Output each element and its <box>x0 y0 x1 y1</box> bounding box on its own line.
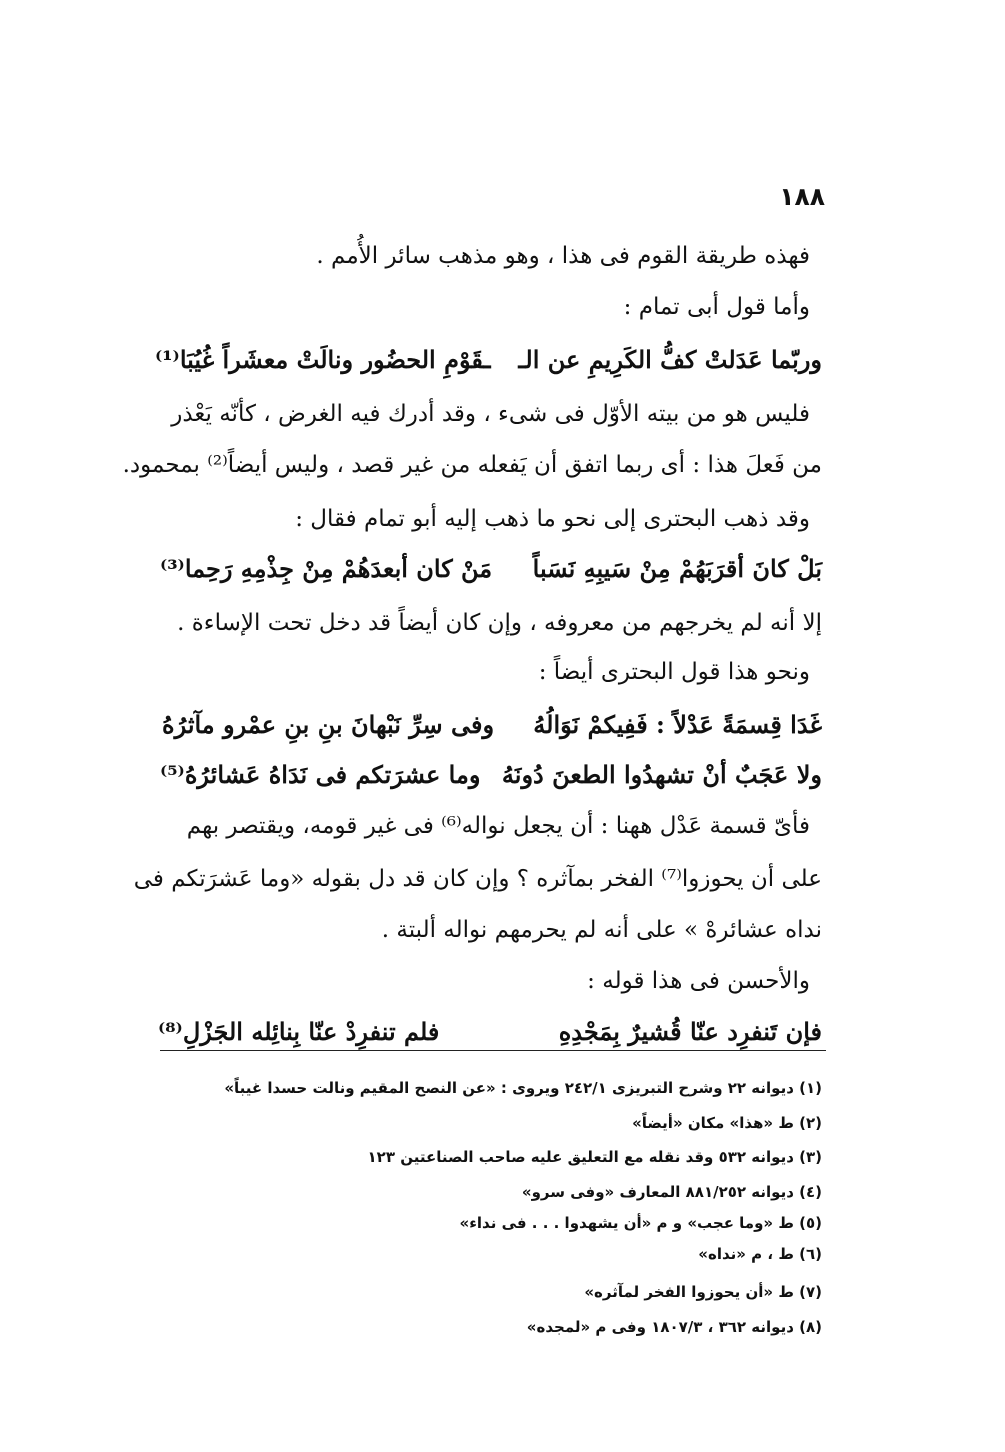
footnote: (٣) ديوانه ٥٣٢ وقد نقله مع التعليق عليه صاحب الصناعتين ١٢٣ <box>367 1148 822 1166</box>
text-line: إلا أنه لم يخرجهم من معروفه ، وإن كان أيضاً قد دخل تحت الإساءة . <box>177 610 822 636</box>
text-line: وأما قول أبى تمام : <box>623 294 810 320</box>
footnote: (٧) ط «أن يحوزوا الفخر لمآثره» <box>584 1283 822 1301</box>
footnote: (١) ديوانه ٢٢ وشرح التبريزى ٢٤٢/١ ويروى : «عن النصح المقيم ونالت حسدا غيباً» <box>224 1079 822 1097</box>
verse-first-hemistich: بَلْ كانَ أقرَبَهُمْ مِنْ سَيبِهِ نَسَباً <box>532 554 822 583</box>
footnote: (٢) ط «هذا» مكان «أيضاً» <box>632 1114 822 1132</box>
footnote: (٤) ديوانه ٨٨١/٢٥٢ المعارف «وفى سرو» <box>521 1183 822 1201</box>
verse-first-hemistich: فإن تَنفرِد عنّا قُشيرٌ بِمَجْدِهِ <box>558 1017 822 1046</box>
footnote-divider <box>160 1050 826 1051</box>
text-line: وقد ذهب البحترى إلى نحو ما ذهب إليه أبو تمام فقال : <box>295 506 810 532</box>
verse-second-hemistich: وفى سِرِّ نَبْهانَ بنِ بنِ عمْرو مآثرُهُ <box>162 710 495 739</box>
footnote: (٥) ط «وما عجب» و م «أن يشهدوا . . . فى نداء» <box>459 1214 822 1232</box>
text-line: من فَعلَ هذا : أى ربما اتفق أن يَفعله من غير قصد ، وليس أيضاً⁽²⁾ بمحمود. <box>122 452 822 478</box>
footnote: (٨) ديوانه ٣٦٢ ، ١٨٠٧/٣ وفى م «لمجده» <box>526 1318 822 1336</box>
verse-second-hemistich: فلم تنفرِدْ عنّا بِنائِله الجَزْلِ⁽⁸⁾ <box>158 1017 440 1046</box>
verse-second-hemistich: ـقَوْمِ الحضُور ونالَتْ معشَراً غُيُبَا⁽¹⁾ <box>155 345 491 374</box>
page-number: ١٨٨ <box>779 182 825 211</box>
verse-first-hemistich: وربّما عَدَلتْ كفُّ الكَرِيمِ عن الـ <box>518 345 822 374</box>
text-line: فهذه طريقة القوم فى هذا ، وهو مذهب سائر الأُمم . <box>316 243 810 269</box>
text-line: نداه عشائرهْ » على أنه لم يحرمهم نواله ألبتة . <box>381 917 822 943</box>
verse-second-hemistich: وما عشرَتكم فى نَدَاهُ عَشائرُهُ⁽⁵⁾ <box>160 760 481 789</box>
text-line: فليس هو من بيته الأوّل فى شىء ، وقد أدرك فيه الغرض ، كأنّه يَعْذر <box>171 401 810 427</box>
verse-first-hemistich: غَدَا قِسمَةً عَدْلاً : فَفِيكمْ نَوَالُهُ <box>533 710 822 739</box>
footnote: (٦) ط ، م «نداه» <box>698 1245 822 1263</box>
text-line: ونحو هذا قول البحترى أيضاً : <box>538 659 810 685</box>
text-line: والأحسن فى هذا قوله : <box>587 968 810 994</box>
text-line: على أن يحوزوا⁽⁷⁾ الفخر بمآثره ؟ وإن كان قد دل بقوله «وما عَشرَتكم فى <box>133 866 822 892</box>
text-line: فأىّ قسمة عَدْل ههنا : أن يجعل نواله⁽⁶⁾ فى غير قومه، ويقتصر بهم <box>186 813 810 839</box>
verse-first-hemistich: ولا عَجَبٌ أنْ تشهدُوا الطعنَ دُونَهُ <box>501 760 822 789</box>
verse-second-hemistich: مَنْ كان أبعدَهُمْ مِنْ جِذْمِهِ رَحِما⁽³⁾ <box>160 554 493 583</box>
